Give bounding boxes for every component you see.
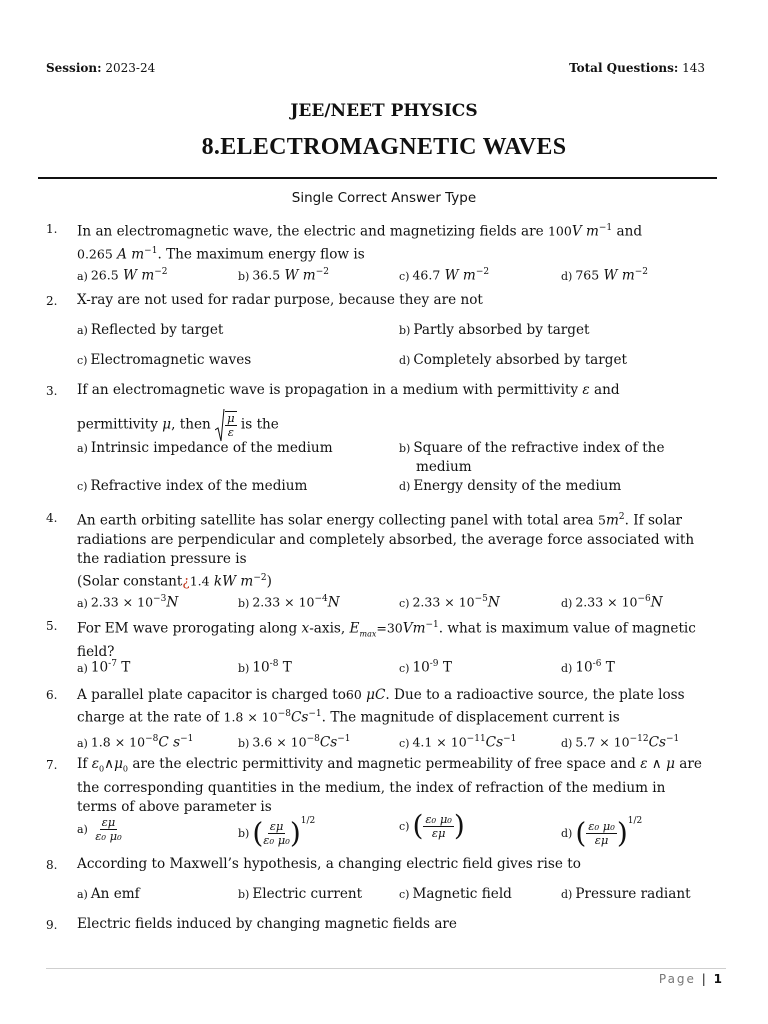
option-a[interactable]: a) 26.5 W $m^{-2}$ (77, 267, 168, 284)
question-text: Electric fields induced by changing magnetic fields are (77, 916, 457, 932)
question-text: A parallel plate capacitor is charged to60 μC. Due to a radioactive source, the plate loss charge at the rate of $1.8 \times 10^{-8}Cs^{-1}$. The magnitude of displacement current is (77, 687, 685, 726)
option-c[interactable]: c) Magnetic field (399, 886, 512, 902)
question-number: 3. (46, 384, 58, 398)
question-number: 6. (46, 688, 58, 702)
option-a[interactable]: a) An emf (77, 886, 140, 902)
question-number: 8. (46, 858, 58, 872)
option-b[interactable]: b) ( $\frac{\varepsilon\mu}{\text{ε₀ μ₀}}$ )$^{1/2}$ (238, 816, 316, 850)
option-c[interactable]: c) $2.33 \times 10^{-5}N$ (399, 594, 500, 611)
option-b[interactable]: b) Electric current (238, 886, 363, 902)
option-c[interactable]: c) ( $\frac{\text{ε₀ μ₀}}{\varepsilon\mu}$ ) (399, 809, 465, 842)
option-a[interactable]: a) $10^{-7}$ T (77, 659, 131, 676)
option-d[interactable]: d) Energy density of the medium (399, 478, 622, 494)
title-divider (38, 177, 717, 179)
question-text: According to Maxwell’s hypothesis, a changing electric field gives rise to (77, 856, 581, 872)
sqrt-expression: $\frac{\mu}{\varepsilon}$ (215, 408, 236, 442)
option-a[interactable]: a) $\frac{\varepsilon\mu}{\text{ε₀ μ₀}}$ (77, 815, 122, 843)
page-footer: Page | 1 (658, 972, 722, 986)
option-a[interactable]: a) $1.8 \times 10^{-8}C$ $s^{-1}$ (77, 734, 194, 751)
option-b[interactable]: b) $3.6 \times 10^{-8}Cs^{-1}$ (238, 734, 351, 751)
option-c[interactable]: c) $10^{-9}$ T (399, 659, 452, 676)
option-c[interactable]: c) Refractive index of the medium (77, 478, 308, 494)
option-b[interactable]: b) Partly absorbed by target (399, 322, 590, 338)
question-number: 2. (46, 294, 58, 308)
option-c[interactable]: c) Electromagnetic waves (77, 352, 252, 368)
option-b[interactable]: b) 36.5 W $m^{-2}$ (238, 267, 329, 284)
question-number: 1. (46, 222, 58, 236)
option-c[interactable]: c) $4.1 \times 10^{-11}Cs^{-1}$ (399, 734, 517, 751)
question-text: X-ray are not used for radar purpose, because they are not (77, 292, 483, 308)
question-text: For EM wave prorogating along x-axis, $E_{max}=30Vm^{-1}$. what is maximum value of magnetic field? (77, 620, 696, 661)
question-text: If an electromagnetic wave is propagation in a medium with permittivity ε and (77, 382, 620, 398)
chapter-title: 8.ELECTROMAGNETIC WAVES (201, 134, 567, 160)
total-questions (569, 61, 705, 75)
section-title: Single Correct Answer Type (291, 190, 477, 206)
total-value: 143 (682, 61, 705, 75)
option-d[interactable]: d) 765 W $m^{-2}$ (561, 267, 648, 284)
option-d[interactable]: d) $5.7 \times 10^{-12}Cs^{-1}$ (561, 734, 680, 751)
sqrt-sign (215, 408, 225, 442)
option-d[interactable]: d) Pressure radiant (561, 886, 691, 902)
page-label: Page (658, 972, 696, 986)
question-number: 5. (46, 619, 58, 633)
option-a[interactable]: a) $2.33 \times 10^{-3}N$ (77, 594, 179, 611)
option-b[interactable]: b) $10^{-8}$ T (238, 659, 292, 676)
question-text-line2: permittivity μ, then $\frac{\mu}{\varepsilon}$ is the (77, 408, 725, 442)
question-text: If $\varepsilon_0\wedge\mu_0$ are the electric permittivity and magnetic permeability of free space and ε ∧ μ are the corresponding quantities in the medium, the index of refraction of the medium in terms of above parameter is (77, 756, 702, 815)
question-number: 4. (46, 511, 58, 525)
session-value: 2023-24 (105, 61, 156, 75)
option-d[interactable]: d) Completely absorbed by target (399, 352, 627, 368)
question-text: An earth orbiting satellite has solar energy collecting panel with total area $5m^2$. If solar radiations are perpendicular and completely absorbed, the average force associated with the radiation pressure is (Solar constant¿1.4 kW $m^{-2}$) (77, 512, 695, 590)
option-c[interactable]: c) 46.7 W $m^{-2}$ (399, 267, 490, 284)
page-number: 1 (713, 972, 722, 986)
option-b[interactable]: b) $2.33 \times 10^{-4}N$ (238, 594, 340, 611)
option-b[interactable]: b) Square of the refractive index of the medium (399, 440, 665, 475)
question-number: 7. (46, 758, 58, 772)
session-info (46, 61, 155, 75)
subject-title: JEE/NEET PHYSICS (290, 101, 478, 121)
session-label: Session: (46, 61, 102, 75)
option-a[interactable]: a) Reflected by target (77, 322, 224, 338)
option-d[interactable]: d) $10^{-6}$ T (561, 659, 615, 676)
total-label: Total Questions: (569, 61, 679, 75)
question-number: 9. (46, 918, 58, 932)
question-text: In an electromagnetic wave, the electric and magnetizing fields are 100V $m^{-1}$ and 0.265 A $m^{-1}$. The maximum energy flow is (77, 223, 643, 263)
footer-divider (46, 968, 726, 969)
option-d[interactable]: d) ( $\frac{\text{ε₀ μ₀}}{\varepsilon\mu}$ )$^{1/2}$ (561, 816, 643, 850)
option-d[interactable]: d) $2.33 \times 10^{-6}N$ (561, 594, 663, 611)
option-a[interactable]: a) Intrinsic impedance of the medium (77, 440, 333, 456)
